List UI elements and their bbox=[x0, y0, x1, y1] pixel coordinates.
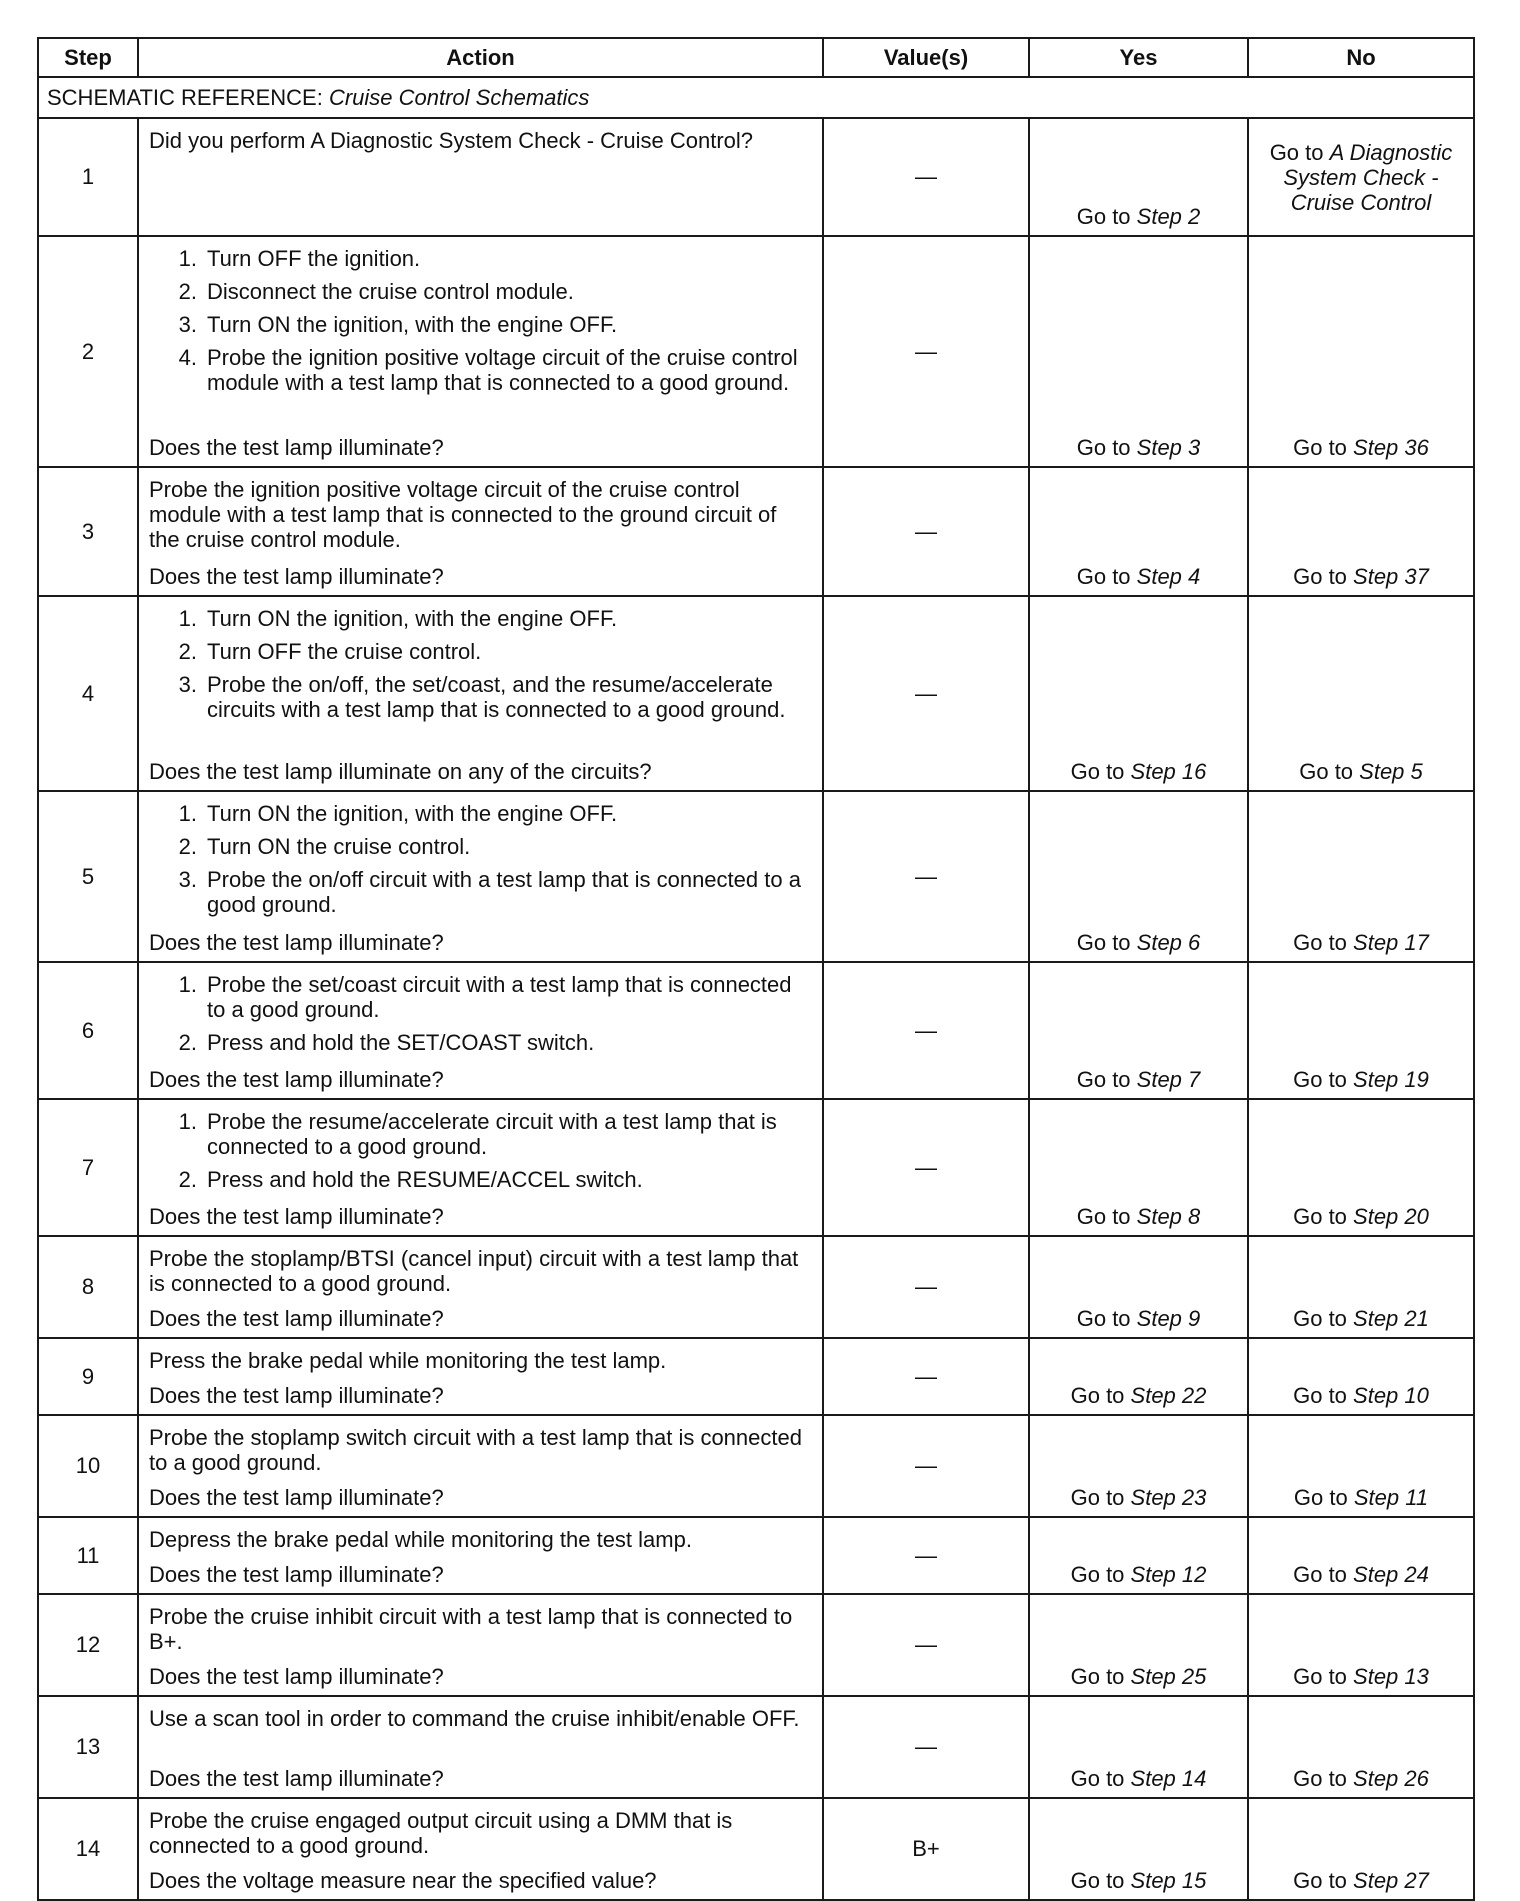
value-cell: — bbox=[823, 1099, 1029, 1236]
yes-cell bbox=[1029, 1415, 1248, 1517]
list-item-number: 3. bbox=[178, 672, 197, 697]
no-cell bbox=[1248, 1798, 1474, 1900]
action-content bbox=[149, 972, 812, 1092]
goto-prefix: Go to bbox=[1293, 1766, 1354, 1791]
action-body bbox=[149, 972, 812, 1063]
list-item-text: Press and hold the SET/COAST switch. bbox=[207, 1030, 595, 1055]
step-number: 6 bbox=[38, 962, 138, 1099]
action-cell bbox=[138, 962, 823, 1099]
goto-prefix: Go to bbox=[1070, 1485, 1131, 1510]
action-steps bbox=[149, 606, 812, 722]
yes-cell bbox=[1029, 1798, 1248, 1900]
yes-step-link[interactable]: Step 14 bbox=[1130, 1766, 1207, 1791]
action-steps bbox=[149, 801, 812, 917]
step-number: 14 bbox=[38, 1798, 138, 1900]
action-question: Does the test lamp illuminate? bbox=[149, 1067, 444, 1092]
step-number: 7 bbox=[38, 1099, 138, 1236]
table-row bbox=[38, 791, 1474, 962]
value-cell: — bbox=[823, 1415, 1029, 1517]
action-body bbox=[149, 1109, 812, 1200]
action-steps bbox=[149, 972, 812, 1055]
no-cell bbox=[1248, 1099, 1474, 1236]
step-number: 11 bbox=[38, 1517, 138, 1594]
action-cell bbox=[138, 1798, 823, 1900]
table-row bbox=[38, 1338, 1474, 1415]
action-cell bbox=[138, 1099, 823, 1236]
goto-prefix: Go to bbox=[1293, 1664, 1354, 1689]
yes-step-link[interactable]: Step 16 bbox=[1130, 759, 1207, 784]
action-content bbox=[149, 1109, 812, 1229]
goto-prefix: Go to bbox=[1293, 1067, 1354, 1092]
yes-cell bbox=[1029, 467, 1248, 596]
action-question: Does the test lamp illuminate? bbox=[149, 1204, 444, 1229]
action-question: Does the test lamp illuminate? bbox=[149, 1562, 444, 1587]
action-question: Does the test lamp illuminate? bbox=[149, 1485, 444, 1510]
list-item-number: 2. bbox=[178, 834, 197, 859]
list-item bbox=[149, 834, 812, 859]
table-row bbox=[38, 596, 1474, 791]
step-number: 10 bbox=[38, 1415, 138, 1517]
value-cell: — bbox=[823, 962, 1029, 1099]
yes-step-link[interactable]: Step 12 bbox=[1130, 1562, 1207, 1587]
list-item-text: Turn ON the ignition, with the engine OFF. bbox=[207, 606, 618, 631]
action-steps bbox=[149, 1109, 812, 1192]
action-content bbox=[149, 606, 812, 784]
goto-prefix: Go to bbox=[1076, 1306, 1137, 1331]
no-cell bbox=[1248, 467, 1474, 596]
action-cell bbox=[138, 1517, 823, 1594]
goto-prefix: Go to bbox=[1269, 139, 1330, 165]
list-item-text: Probe the on/off circuit with a test lamp that is connected to a good ground. bbox=[207, 867, 801, 917]
action-body bbox=[149, 1604, 812, 1660]
list-item bbox=[149, 1167, 812, 1192]
table-row bbox=[38, 1594, 1474, 1696]
no-cell bbox=[1248, 236, 1474, 467]
action-cell bbox=[138, 791, 823, 962]
goto-prefix: Go to bbox=[1293, 1306, 1354, 1331]
goto-prefix: Go to bbox=[1293, 435, 1354, 460]
goto-prefix: Go to bbox=[1293, 930, 1354, 955]
header-no: No bbox=[1248, 38, 1474, 77]
action-body bbox=[149, 1706, 812, 1762]
yes-cell bbox=[1029, 1099, 1248, 1236]
list-item-number: 1. bbox=[178, 801, 197, 826]
list-item bbox=[149, 801, 812, 826]
action-question: Does the test lamp illuminate? bbox=[149, 930, 444, 955]
yes-cell bbox=[1029, 236, 1248, 467]
goto-prefix: Go to bbox=[1070, 1766, 1131, 1791]
goto-prefix: Go to bbox=[1076, 1067, 1137, 1092]
action-text: Probe the cruise inhibit circuit with a test lamp that is connected to B+. bbox=[149, 1604, 793, 1654]
step-number: 13 bbox=[38, 1696, 138, 1798]
action-content bbox=[149, 477, 812, 589]
list-item-number: 1. bbox=[178, 246, 197, 271]
action-cell bbox=[138, 467, 823, 596]
goto-prefix: Go to bbox=[1070, 1383, 1131, 1408]
step-number: 8 bbox=[38, 1236, 138, 1338]
table-row bbox=[38, 1696, 1474, 1798]
list-item bbox=[149, 672, 812, 722]
action-content bbox=[149, 1348, 812, 1408]
no-step-link[interactable]: Step 37 bbox=[1353, 564, 1429, 589]
list-item-number: 3. bbox=[178, 312, 197, 337]
action-content bbox=[149, 1706, 812, 1791]
yes-step-link[interactable]: Step 23 bbox=[1130, 1485, 1207, 1510]
step-number: 12 bbox=[38, 1594, 138, 1696]
list-item-text: Turn OFF the cruise control. bbox=[207, 639, 482, 664]
action-body bbox=[149, 1246, 812, 1302]
action-question: Does the test lamp illuminate? bbox=[149, 1664, 444, 1689]
goto-prefix: Go to bbox=[1070, 1664, 1131, 1689]
action-content bbox=[149, 1604, 812, 1689]
action-question: Does the test lamp illuminate? bbox=[149, 1306, 444, 1331]
table-row bbox=[38, 1415, 1474, 1517]
yes-step-link[interactable]: Step 25 bbox=[1130, 1664, 1207, 1689]
yes-step-link[interactable]: Step 15 bbox=[1130, 1868, 1207, 1893]
list-item bbox=[149, 279, 812, 304]
no-cell bbox=[1248, 1696, 1474, 1798]
no-cell bbox=[1248, 118, 1474, 236]
no-cell bbox=[1248, 1338, 1474, 1415]
list-item-text: Probe the resume/accelerate circuit with a test lamp that is connected to a good ground. bbox=[207, 1109, 777, 1159]
action-cell bbox=[138, 1236, 823, 1338]
action-question: Does the test lamp illuminate on any of the circuits? bbox=[149, 759, 652, 784]
action-body bbox=[149, 128, 812, 229]
action-body bbox=[149, 1425, 812, 1481]
yes-cell bbox=[1029, 791, 1248, 962]
list-item bbox=[149, 639, 812, 664]
action-content bbox=[149, 128, 812, 229]
no-step-link[interactable]: A Diagnostic System Check - Cruise Control bbox=[1283, 139, 1453, 215]
list-item bbox=[149, 972, 812, 1022]
no-step-link[interactable]: Step 17 bbox=[1353, 930, 1429, 955]
no-step-link[interactable]: Step 13 bbox=[1353, 1664, 1429, 1689]
action-body bbox=[149, 801, 812, 926]
list-item-number: 3. bbox=[178, 867, 197, 892]
action-cell bbox=[138, 1415, 823, 1517]
header-row bbox=[38, 38, 1474, 77]
list-item bbox=[149, 345, 812, 395]
list-item-number: 1. bbox=[178, 606, 197, 631]
value-cell: — bbox=[823, 1517, 1029, 1594]
table-body bbox=[38, 77, 1474, 1900]
no-step-link[interactable]: Step 5 bbox=[1359, 759, 1423, 784]
no-cell bbox=[1248, 1236, 1474, 1338]
goto-prefix: Go to bbox=[1293, 1204, 1354, 1229]
action-body bbox=[149, 246, 812, 431]
action-body bbox=[149, 1808, 812, 1864]
table-row bbox=[38, 467, 1474, 596]
value-cell: — bbox=[823, 467, 1029, 596]
goto-prefix: Go to bbox=[1293, 1383, 1354, 1408]
list-item bbox=[149, 1030, 812, 1055]
table-row bbox=[38, 1236, 1474, 1338]
header-step: Step bbox=[38, 38, 138, 77]
goto-prefix: Go to bbox=[1076, 564, 1137, 589]
no-step-link[interactable]: Step 27 bbox=[1353, 1868, 1429, 1893]
yes-cell bbox=[1029, 1594, 1248, 1696]
no-cell bbox=[1248, 1415, 1474, 1517]
no-step-link[interactable]: Step 11 bbox=[1353, 1485, 1429, 1510]
list-item-text: Probe the set/coast circuit with a test lamp that is connected to a good ground. bbox=[207, 972, 792, 1022]
list-item-text: Press and hold the RESUME/ACCEL switch. bbox=[207, 1167, 643, 1192]
action-content bbox=[149, 246, 812, 460]
yes-step-link[interactable]: Step 4 bbox=[1136, 564, 1201, 589]
goto-prefix: Go to bbox=[1299, 759, 1360, 784]
action-steps bbox=[149, 246, 812, 395]
list-item-text: Turn OFF the ignition. bbox=[207, 246, 421, 271]
list-item-text: Probe the ignition positive voltage circuit of the cruise control module with a test lamp that is connected to a good ground. bbox=[207, 345, 798, 395]
list-item bbox=[149, 312, 812, 337]
reference-link[interactable]: Cruise Control Schematics bbox=[328, 84, 590, 110]
goto-prefix: Go to bbox=[1070, 1562, 1131, 1587]
list-item-number: 2. bbox=[178, 639, 197, 664]
list-item-number: 2. bbox=[178, 279, 197, 304]
list-item-number: 2. bbox=[178, 1167, 197, 1192]
no-step-link[interactable]: Step 10 bbox=[1353, 1383, 1429, 1408]
no-step-link[interactable]: Step 20 bbox=[1353, 1204, 1429, 1229]
goto-prefix: Go to bbox=[1076, 1204, 1137, 1229]
yes-cell bbox=[1029, 596, 1248, 791]
step-number: 2 bbox=[38, 236, 138, 467]
goto-prefix: Go to bbox=[1076, 930, 1137, 955]
action-content bbox=[149, 1425, 812, 1510]
list-item-number: 4. bbox=[178, 345, 197, 370]
yes-step-link[interactable]: Step 3 bbox=[1136, 435, 1201, 460]
action-content bbox=[149, 1527, 812, 1587]
action-body bbox=[149, 1348, 812, 1379]
list-item bbox=[149, 867, 812, 917]
no-step-link[interactable]: Step 19 bbox=[1353, 1067, 1429, 1092]
value-cell: — bbox=[823, 236, 1029, 467]
header-values: Value(s) bbox=[823, 38, 1029, 77]
list-item bbox=[149, 246, 812, 271]
no-cell bbox=[1248, 596, 1474, 791]
yes-step-link[interactable]: Step 9 bbox=[1136, 1306, 1201, 1331]
action-text: Probe the ignition positive voltage circuit of the cruise control module with a test lamp that is connected to the ground circuit of the cruise control module. bbox=[149, 477, 777, 552]
action-cell bbox=[138, 118, 823, 236]
value-cell: — bbox=[823, 791, 1029, 962]
action-cell bbox=[138, 1696, 823, 1798]
list-item-number: 1. bbox=[178, 972, 197, 997]
yes-step-link[interactable]: Step 22 bbox=[1130, 1383, 1207, 1408]
action-text: Probe the stoplamp/BTSI (cancel input) circuit with a test lamp that is connected to a good ground. bbox=[149, 1246, 799, 1296]
value-cell: B+ bbox=[823, 1798, 1029, 1900]
list-item-text: Probe the on/off, the set/coast, and the resume/accelerate circuits with a test lamp that is connected to a good ground. bbox=[207, 672, 786, 722]
action-question: Does the test lamp illuminate? bbox=[149, 1766, 444, 1791]
action-cell bbox=[138, 236, 823, 467]
step-number: 9 bbox=[38, 1338, 138, 1415]
table-row bbox=[38, 118, 1474, 236]
list-item-number: 1. bbox=[178, 1109, 197, 1134]
goto-prefix: Go to bbox=[1293, 1485, 1354, 1510]
action-text: Depress the brake pedal while monitoring the test lamp. bbox=[149, 1527, 692, 1552]
goto-prefix: Go to bbox=[1293, 1562, 1354, 1587]
schematic-reference bbox=[38, 77, 1474, 118]
action-body bbox=[149, 606, 812, 755]
yes-cell bbox=[1029, 962, 1248, 1099]
value-cell: — bbox=[823, 118, 1029, 236]
action-text: Probe the cruise engaged output circuit using a DMM that is connected to a good ground. bbox=[149, 1808, 733, 1858]
no-step-link[interactable]: Step 36 bbox=[1353, 435, 1429, 460]
no-cell bbox=[1248, 791, 1474, 962]
goto-prefix: Go to bbox=[1070, 759, 1131, 784]
action-body bbox=[149, 1527, 812, 1558]
no-step-link[interactable]: Step 24 bbox=[1353, 1562, 1429, 1587]
goto-prefix: Go to bbox=[1293, 564, 1354, 589]
yes-cell bbox=[1029, 1696, 1248, 1798]
table-row bbox=[38, 962, 1474, 1099]
action-text: Did you perform A Diagnostic System Check - Cruise Control? bbox=[149, 128, 754, 153]
value-cell: — bbox=[823, 1338, 1029, 1415]
action-text: Use a scan tool in order to command the cruise inhibit/enable OFF. bbox=[149, 1706, 800, 1731]
action-body bbox=[149, 477, 812, 560]
action-question: Does the test lamp illuminate? bbox=[149, 1383, 444, 1408]
action-cell bbox=[138, 1594, 823, 1696]
action-text: Press the brake pedal while monitoring the test lamp. bbox=[149, 1348, 667, 1373]
table-row bbox=[38, 1099, 1474, 1236]
list-item bbox=[149, 1109, 812, 1159]
value-cell: — bbox=[823, 1696, 1029, 1798]
no-step-link[interactable]: Step 21 bbox=[1353, 1306, 1429, 1331]
action-text: Probe the stoplamp switch circuit with a test lamp that is connected to a good ground. bbox=[149, 1425, 802, 1475]
no-cell bbox=[1248, 1594, 1474, 1696]
list-item-text: Turn ON the ignition, with the engine OFF. bbox=[207, 801, 618, 826]
goto-prefix: Go to bbox=[1293, 1868, 1354, 1893]
yes-cell bbox=[1029, 1236, 1248, 1338]
table-row bbox=[38, 236, 1474, 467]
header-action: Action bbox=[138, 38, 823, 77]
table-row bbox=[38, 1798, 1474, 1900]
list-item bbox=[149, 606, 812, 631]
no-cell bbox=[1248, 962, 1474, 1099]
yes-step-link[interactable]: Step 2 bbox=[1136, 204, 1201, 229]
yes-cell bbox=[1029, 1517, 1248, 1594]
diagnostic-table bbox=[37, 37, 1475, 1901]
goto-prefix: Go to bbox=[1076, 204, 1137, 229]
action-question: Does the test lamp illuminate? bbox=[149, 435, 444, 460]
reference-label: SCHEMATIC REFERENCE: bbox=[47, 84, 329, 110]
yes-cell bbox=[1029, 1338, 1248, 1415]
step-number: 3 bbox=[38, 467, 138, 596]
yes-step-link[interactable]: Step 6 bbox=[1136, 930, 1201, 955]
header-yes: Yes bbox=[1029, 38, 1248, 77]
action-content bbox=[149, 1246, 812, 1331]
value-cell: — bbox=[823, 1236, 1029, 1338]
step-number: 5 bbox=[38, 791, 138, 962]
action-cell bbox=[138, 1338, 823, 1415]
action-cell bbox=[138, 596, 823, 791]
goto-prefix: Go to bbox=[1070, 1868, 1131, 1893]
value-cell: — bbox=[823, 596, 1029, 791]
action-content bbox=[149, 801, 812, 955]
yes-cell bbox=[1029, 118, 1248, 236]
action-content bbox=[149, 1808, 812, 1893]
no-step-link[interactable]: Step 26 bbox=[1353, 1766, 1429, 1791]
list-item-number: 2. bbox=[178, 1030, 197, 1055]
table-row bbox=[38, 1517, 1474, 1594]
action-question: Does the voltage measure near the specified value? bbox=[149, 1868, 657, 1893]
step-number: 4 bbox=[38, 596, 138, 791]
goto-prefix: Go to bbox=[1076, 435, 1137, 460]
step-number: 1 bbox=[38, 118, 138, 236]
no-cell bbox=[1248, 1517, 1474, 1594]
schematic-reference-row bbox=[38, 77, 1474, 118]
list-item-text: Turn ON the cruise control. bbox=[207, 834, 471, 859]
yes-step-link[interactable]: Step 8 bbox=[1136, 1204, 1201, 1229]
list-item-text: Disconnect the cruise control module. bbox=[207, 279, 574, 304]
list-item-text: Turn ON the ignition, with the engine OFF. bbox=[207, 312, 618, 337]
yes-step-link[interactable]: Step 7 bbox=[1136, 1067, 1201, 1092]
action-question: Does the test lamp illuminate? bbox=[149, 564, 444, 589]
value-cell: — bbox=[823, 1594, 1029, 1696]
